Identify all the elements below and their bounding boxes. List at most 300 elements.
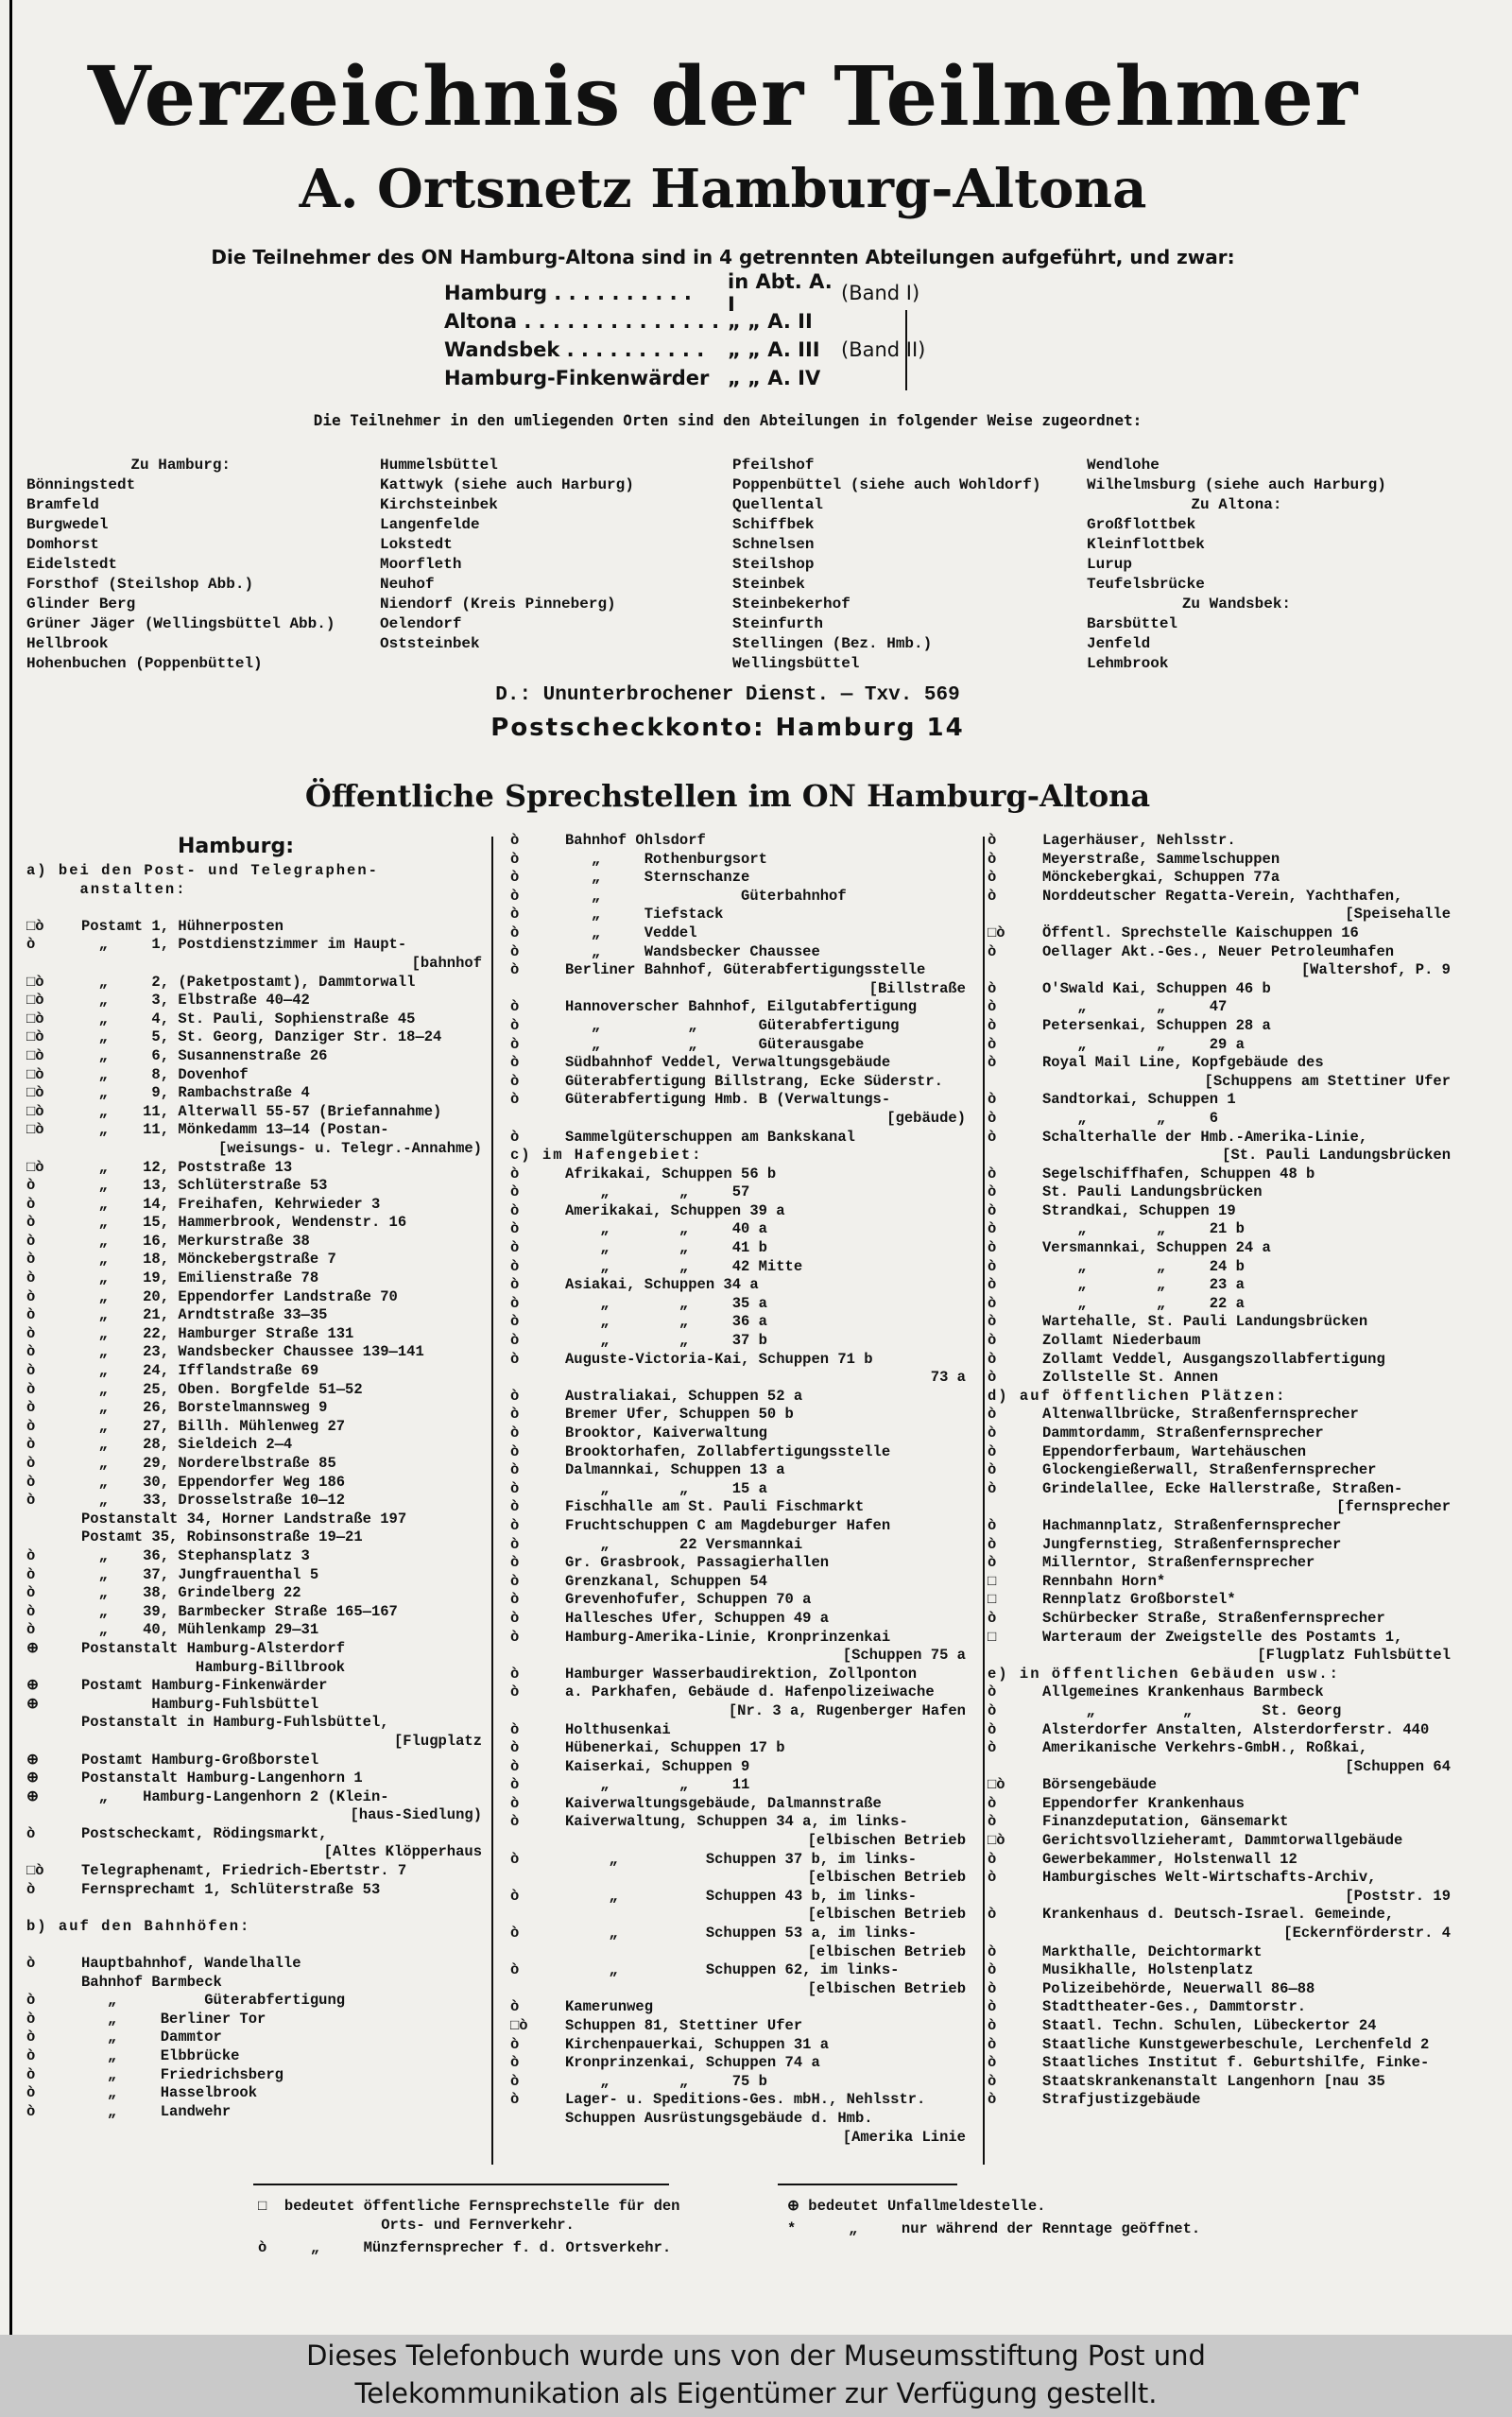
entry-text: Grenzkanal, Schuppen 54: [565, 1572, 767, 1590]
entry-text: Berliner Bahnhof, Güterabfertigungsstelle: [565, 961, 926, 979]
entry-text: „ Schuppen 43 b, im links-: [565, 1887, 918, 1905]
entry-text: „ Veddel: [565, 924, 697, 941]
phone-symbol-icon: ò: [510, 1239, 520, 1257]
place-name: Pfeilshof: [732, 457, 815, 474]
listing-entry: [510, 1129, 966, 1148]
entry-text: Dammtordamm, Straßenfernsprecher: [1042, 1424, 1324, 1442]
listing-entry: [988, 1813, 1451, 1832]
entry-text: a. Parkhafen, Gebäude d. Hafenpolizeiwache: [565, 1683, 935, 1701]
phone-symbol-icon: ò: [510, 1609, 520, 1627]
entry-continuation: [988, 1647, 1451, 1666]
place-name: Hellbrook: [26, 635, 109, 652]
entry-text: Postamt 35, Robinsonstraße 19—21: [81, 1528, 363, 1546]
entry-continuation: [510, 1369, 966, 1388]
entry-text: [elbischen Betrieb: [807, 1942, 966, 1960]
entry-continuation: [510, 2129, 966, 2148]
entry-text: Finanzdeputation, Gänsemarkt: [1042, 1813, 1289, 1831]
phone-symbol-icon: ò: [26, 2029, 36, 2046]
entry-text: Kaiverwaltung, Schuppen 34 a, im links-: [565, 1813, 908, 1831]
listing-entry: [26, 1381, 482, 1400]
place-name: Teufelsbrücke: [1087, 576, 1205, 593]
network-row: [444, 364, 1049, 392]
listing-entry: [510, 1183, 966, 1202]
entry-text: [Schuppens am Stettiner Ufer: [1204, 1072, 1451, 1090]
places-column-1: [26, 456, 335, 674]
listing-entry: [26, 1214, 482, 1233]
listing-entry: [26, 974, 482, 993]
phone-symbol-icon: ò: [510, 1720, 520, 1738]
listing-entry: [988, 1776, 1451, 1795]
phone-symbol-icon: ò: [988, 2072, 997, 2090]
listing-entry: [510, 1388, 966, 1407]
phone-symbol-icon: ò: [988, 1294, 997, 1312]
entry-text: 73 a: [930, 1369, 966, 1387]
entry-text: Versmannkai, Schuppen 24 a: [1042, 1239, 1271, 1257]
listing-entry: [988, 1461, 1451, 1480]
phone-symbol-icon: □ò: [26, 1028, 44, 1046]
listing-entry: [988, 1110, 1451, 1129]
entry-text: Postscheckamt, Rödingsmarkt,: [81, 1824, 328, 1842]
entry-text: „ 37, Jungfrauenthal 5: [81, 1565, 319, 1583]
listing-entry: [26, 1825, 482, 1844]
entry-text: Hamburg-Billbrook: [81, 1658, 346, 1676]
phone-symbol-icon: ò: [988, 1906, 997, 1924]
phone-symbol-icon: □ò: [26, 1862, 44, 1880]
listing-entry: [26, 899, 482, 918]
phone-symbol-icon: ò: [988, 1479, 997, 1497]
entry-text: Güterabfertigung Hmb. B (Verwaltungs-: [565, 1091, 891, 1109]
listing-entry: [26, 1584, 482, 1603]
phone-symbol-icon: ò: [988, 869, 997, 887]
phone-symbol-icon: ò: [26, 1214, 36, 1232]
listing-entry: [510, 1461, 966, 1480]
entry-text: „ 30, Eppendorfer Weg 186: [81, 1473, 346, 1491]
phone-symbol-icon: ò: [988, 1239, 997, 1257]
service-line: D.: Ununterbrochener Dienst. — Txv. 569: [495, 684, 960, 706]
legend-race-line: * „ nur während der Renntage geöffnet.: [787, 2220, 1201, 2237]
listing-entry: [26, 1399, 482, 1418]
listing-entry: [988, 1295, 1451, 1314]
listing-entry: [26, 1696, 482, 1715]
phone-symbol-icon: ò: [26, 1455, 36, 1472]
listing-entry: [26, 1511, 482, 1529]
phone-symbol-icon: ò: [988, 942, 997, 960]
phone-symbol-icon: ò: [988, 1332, 997, 1350]
entry-text: Fruchtschuppen C am Magdeburger Hafen: [565, 1516, 891, 1534]
phone-symbol-icon: ò: [510, 1387, 520, 1405]
postscheck-line: Postscheckkonto: Hamburg 14: [490, 714, 965, 742]
phone-symbol-icon: ò: [26, 1343, 36, 1361]
entry-text: Gewerbekammer, Holstenwall 12: [1042, 1850, 1297, 1868]
entry-text: [elbischen Betrieb: [807, 1979, 966, 1997]
entry-text: Afrikakai, Schuppen 56 b: [565, 1165, 777, 1183]
entry-text: „ 27, Billh. Mühlenweg 27: [81, 1417, 346, 1435]
entry-text: Gr. Grasbrook, Passagierhallen: [565, 1554, 830, 1572]
phone-symbol-icon: ò: [510, 887, 520, 905]
phone-symbol-icon: ò: [510, 1220, 520, 1238]
entry-text: „ Landwehr: [81, 2102, 232, 2120]
phone-symbol-icon: ⊕: [26, 1787, 39, 1805]
network-row: [444, 336, 1049, 364]
listing-entry: [510, 961, 966, 980]
phone-symbol-icon: ò: [988, 2091, 997, 2109]
phone-symbol-icon: ò: [988, 1979, 997, 1997]
phone-symbol-icon: ò: [988, 1406, 997, 1424]
entry-text: „ 20, Eppendorfer Landstraße 70: [81, 1287, 398, 1305]
listing-entry: [510, 1739, 966, 1758]
entry-continuation: [988, 1073, 1451, 1092]
phone-symbol-icon: ò: [26, 1955, 36, 1973]
phone-symbol-icon: ò: [510, 850, 520, 868]
phone-symbol-icon: ⊕: [26, 1677, 39, 1695]
entry-text: „ 15, Hammerbrook, Wendenstr. 16: [81, 1214, 407, 1232]
network-name: Wandsbek . . . . . . . . . .: [444, 338, 705, 361]
phone-symbol-icon: □ò: [26, 1158, 44, 1176]
entry-text: „ „ 24 b: [1042, 1257, 1245, 1275]
phone-symbol-icon: ò: [510, 1257, 520, 1275]
entry-text: d) auf öffentlichen Plätzen:: [988, 1387, 1287, 1405]
listing-entry: [988, 1443, 1451, 1462]
phone-symbol-icon: ò: [26, 1287, 36, 1305]
entry-text: Hauptbahnhof, Wandelhalle: [81, 1955, 301, 1973]
listing-entry: [26, 1640, 482, 1659]
listing-entry: [510, 1351, 966, 1370]
entry-text: Segelschiffhafen, Schuppen 48 b: [1042, 1165, 1315, 1183]
listing-entry: [510, 1776, 966, 1795]
entry-text: Oellager Akt.-Ges., Neuer Petroleumhafen: [1042, 942, 1395, 960]
phone-symbol-icon: ò: [988, 1128, 997, 1146]
listing-entry: [988, 1739, 1451, 1758]
listing-entry: [26, 2011, 482, 2029]
phone-symbol-icon: ò: [510, 1128, 520, 1146]
place-name: Großflottbek: [1087, 516, 1196, 533]
entry-text: Hamburgisches Welt-Wirtschafts-Archiv,: [1042, 1869, 1377, 1887]
listing-entry: [26, 1196, 482, 1215]
entry-text: [Flugplatz Fuhlsbüttel: [1257, 1647, 1451, 1665]
phone-symbol-icon: ò: [510, 961, 520, 979]
footer-credit: [0, 2335, 1512, 2417]
place-name: Quellental: [732, 496, 824, 513]
entry-text: „ 3, Elbstraße 40—42: [81, 992, 310, 1010]
entry-continuation: [26, 1806, 482, 1825]
phone-symbol-icon: ò: [510, 1850, 520, 1868]
listing-entry: [988, 1573, 1451, 1592]
listing-entry: [988, 1036, 1451, 1055]
listing-column-3: [988, 832, 1451, 2110]
entry-text: Postanstalt Hamburg-Alsterdorf: [81, 1639, 346, 1657]
entry-text: Schürbecker Straße, Straßenfernsprecher: [1042, 1609, 1385, 1627]
entry-text: Sammelgüterschuppen am Bankskanal: [565, 1128, 855, 1146]
entry-text: „ 19, Emilienstraße 78: [81, 1269, 319, 1287]
entry-text: St. Pauli Landungsbrücken: [1042, 1183, 1263, 1201]
entry-text: Allgemeines Krankenhaus Barmbeck: [1042, 1683, 1324, 1701]
category-heading: [26, 862, 482, 881]
listing-entry: [510, 1443, 966, 1462]
listing-entry: [988, 1610, 1451, 1629]
listing-entry: [988, 1480, 1451, 1499]
entry-text: [fernsprecher: [1336, 1498, 1451, 1516]
phone-symbol-icon: ò: [26, 1436, 36, 1454]
entry-text: Musikhalle, Holstenplatz: [1042, 1961, 1254, 1979]
phone-symbol-icon: ò: [988, 2054, 997, 2072]
listing-entry: [510, 1554, 966, 1573]
entry-text: „ 21, Arndtstraße 33—35: [81, 1306, 328, 1324]
listing-entry: [26, 1492, 482, 1511]
listing-entry: [988, 851, 1451, 870]
phone-symbol-icon: □ò: [26, 1084, 44, 1102]
phone-symbol-icon: ò: [26, 1251, 36, 1269]
network-division: „ „ A. II: [728, 310, 813, 333]
listing-entry: [988, 1702, 1451, 1721]
place-name: Domhorst: [26, 536, 99, 553]
assignment-intro: Die Teilnehmer in den umliegenden Orten sind den Abteilungen in folgender Weise zugeordnet:: [313, 411, 1143, 429]
place-name: Grüner Jäger (Wellingsbüttel Abb.): [26, 615, 335, 632]
listing-entry: [988, 832, 1451, 851]
place-name: Stellingen (Bez. Hmb.): [732, 635, 933, 652]
listing-entry: [510, 1813, 966, 1832]
phone-symbol-icon: ⊕: [26, 1639, 39, 1657]
entry-continuation: [510, 1906, 966, 1925]
phone-symbol-icon: ò: [26, 1546, 36, 1564]
phone-symbol-icon: ò: [26, 1232, 36, 1250]
phone-symbol-icon: ò: [988, 1683, 997, 1701]
entry-text: „ Schuppen 53 a, im links-: [565, 1925, 918, 1942]
listing-entry: [510, 1961, 966, 1980]
entry-text: [elbischen Betrieb: [807, 1906, 966, 1924]
phone-symbol-icon: ò: [510, 2072, 520, 2090]
legend-rule: [253, 2184, 669, 2185]
phone-symbol-icon: ò: [510, 1813, 520, 1831]
phone-symbol-icon: ò: [988, 1813, 997, 1831]
listing-entry: [510, 1202, 966, 1221]
entry-text: „ 8, Dovenhof: [81, 1065, 249, 1083]
entry-continuation: [26, 955, 482, 974]
brace-bracket: [905, 310, 907, 390]
place-name: Moorfleth: [380, 556, 462, 573]
entry-text: Hannoverscher Bahnhof, Eilgutabfertigung: [565, 998, 918, 1016]
entry-text: Warteraum der Zweigstelle des Postamts 1,: [1042, 1628, 1403, 1646]
entry-text: Alsterdorfer Anstalten, Alsterdorferstr. 440: [1042, 1720, 1430, 1738]
place-name: Glinder Berg: [26, 596, 136, 613]
place-name: Steinbek: [732, 576, 805, 593]
listing-entry: [26, 1714, 482, 1733]
entry-text: Börsengebäude: [1042, 1776, 1157, 1794]
phone-symbol-icon: ò: [26, 2065, 36, 2083]
place-name: Neuhof: [380, 576, 435, 593]
listing-entry: [510, 1610, 966, 1629]
entry-text: „ 26, Borstelmannsweg 9: [81, 1399, 328, 1417]
phone-symbol-icon: □ò: [26, 992, 44, 1010]
entry-text: „ „ 6: [1042, 1109, 1219, 1127]
phone-symbol-icon: ò: [510, 1572, 520, 1590]
listing-entry: [510, 1591, 966, 1610]
phone-symbol-icon: ò: [510, 1350, 520, 1368]
entry-text: Bahnhof Barmbeck: [81, 1973, 222, 1991]
entry-text: Rennbahn Horn*: [1042, 1572, 1166, 1590]
phone-symbol-icon: ò: [988, 1257, 997, 1275]
place-name: Forsthof (Steilshop Abb.): [26, 576, 254, 593]
phone-symbol-icon: ò: [510, 924, 520, 941]
listing-entry: [510, 1220, 966, 1239]
listing-entry: [510, 1073, 966, 1092]
entry-text: „ Tiefstack: [565, 906, 724, 924]
phone-symbol-icon: ò: [26, 1177, 36, 1195]
entry-continuation: [26, 1843, 482, 1862]
listing-entry: [26, 1121, 482, 1140]
entry-text: Hachmannplatz, Straßenfernsprecher: [1042, 1516, 1342, 1534]
phone-symbol-icon: ò: [26, 1565, 36, 1583]
entry-text: Zollamt Veddel, Ausgangszollabfertigung: [1042, 1350, 1385, 1368]
entry-text: „ 11, Alterwall 55-57 (Briefannahme): [81, 1102, 442, 1120]
listing-entry: [26, 2029, 482, 2047]
entry-text: „ Berliner Tor: [81, 2010, 266, 2028]
section-title: Öffentliche Sprechstellen im ON Hamburg-Altona: [304, 778, 1151, 814]
listing-entry: [988, 924, 1451, 943]
listing-entry: [510, 888, 966, 906]
listing-entry: [988, 1129, 1451, 1148]
listing-entry: [510, 924, 966, 943]
listing-entry: [510, 998, 966, 1017]
phone-symbol-icon: ò: [510, 1313, 520, 1331]
place-name: Hohenbuchen (Poppenbüttel): [26, 655, 263, 672]
network-list: [444, 270, 1049, 392]
listing-entry: [510, 1925, 966, 1943]
entry-text: Millerntor, Straßenfernsprecher: [1042, 1554, 1315, 1572]
phone-symbol-icon: ò: [988, 998, 997, 1016]
entry-continuation: [988, 1147, 1451, 1165]
listing-entry: [988, 980, 1451, 999]
listing-entry: [26, 2047, 482, 2066]
entry-text: „ 36, Stephansplatz 3: [81, 1546, 310, 1564]
entry-text: „ Wandsbecker Chaussee: [565, 942, 820, 960]
entry-text: Grevenhofufer, Schuppen 70 a: [565, 1591, 812, 1609]
phone-symbol-icon: ò: [988, 2035, 997, 2053]
listing-entry: [26, 1547, 482, 1566]
network-division: „ „ A. IV: [728, 367, 821, 389]
page-border: [9, 0, 12, 2335]
entry-text: Stadttheater-Ges., Dammtorstr.: [1042, 1998, 1307, 2016]
entry-text: [Billstraße: [868, 979, 966, 997]
phone-symbol-icon: ⊕: [26, 1770, 39, 1787]
entry-continuation: [26, 1733, 482, 1752]
phone-symbol-icon: ò: [988, 979, 997, 997]
entry-text: „ „ 37 b: [565, 1332, 767, 1350]
entry-text: [Flugplatz: [393, 1732, 482, 1750]
entry-continuation: [988, 1888, 1451, 1907]
place-name: Lehmbrook: [1087, 655, 1169, 672]
phone-symbol-icon: ò: [988, 1942, 997, 1960]
phone-symbol-icon: ò: [510, 906, 520, 924]
listing-entry: [26, 1325, 482, 1344]
phone-symbol-icon: □ò: [26, 1046, 44, 1064]
phone-symbol-icon: ò: [510, 1794, 520, 1812]
phone-symbol-icon: ò: [510, 1035, 520, 1053]
listing-entry: [26, 1862, 482, 1881]
entry-text: Holthusenkai: [565, 1720, 671, 1738]
phone-symbol-icon: ò: [988, 1035, 997, 1053]
footer-line-1: Dieses Telefonbuch wurde uns von der Museumsstiftung Post und: [306, 2339, 1206, 2372]
entry-text: Kronprinzenkai, Schuppen 74 a: [565, 2054, 820, 2072]
phone-symbol-icon: ò: [510, 1535, 520, 1553]
phone-symbol-icon: □: [988, 1591, 997, 1609]
phone-symbol-icon: ⊕: [26, 1751, 39, 1769]
phone-symbol-icon: ò: [26, 1324, 36, 1342]
entry-text: „ Güterbahnhof: [565, 887, 847, 905]
phone-symbol-icon: ò: [988, 1276, 997, 1294]
entry-text: Asiakai, Schuppen 34 a: [565, 1276, 759, 1294]
entry-text: Altenwallbrücke, Straßenfernsprecher: [1042, 1406, 1359, 1424]
listing-entry: [26, 1362, 482, 1381]
entry-text: Mönckebergkai, Schuppen 77a: [1042, 869, 1280, 887]
place-name: Poppenbüttel (siehe auch Wohldorf): [732, 476, 1041, 493]
entry-text: Schuppen Ausrüstungsgebäude d. Hmb.: [565, 2109, 873, 2127]
listing-entry: [26, 936, 482, 955]
phone-symbol-icon: ò: [510, 1054, 520, 1072]
phone-symbol-icon: □ò: [26, 1065, 44, 1083]
entry-text: Polizeibehörde, Neuerwall 86—88: [1042, 1979, 1315, 1997]
entry-text: „ „ 41 b: [565, 1239, 767, 1257]
entry-text: „ 33, Drosselstraße 10—12: [81, 1492, 346, 1510]
phone-symbol-icon: ò: [988, 1350, 997, 1368]
phone-symbol-icon: □ò: [988, 1776, 1005, 1794]
entry-text: „ 11, Mönkedamm 13—14 (Postan-: [81, 1121, 389, 1139]
entry-text: „ „ 29 a: [1042, 1035, 1245, 1053]
phone-symbol-icon: ò: [26, 2047, 36, 2064]
listing-entry: [510, 1629, 966, 1648]
place-name: Wendlohe: [1087, 457, 1160, 474]
legend: [253, 2184, 1246, 2288]
listing-entry: [26, 1955, 482, 1974]
entry-text: Strafjustizgebäude: [1042, 2091, 1201, 2109]
entry-text: Zollamt Niederbaum: [1042, 1332, 1201, 1350]
listing-entry: [988, 998, 1451, 1017]
entry-continuation: [988, 961, 1451, 980]
listing-entry: [988, 1332, 1451, 1351]
entry-text: Staatliche Kunstgewerbeschule, Lerchenfeld 2: [1042, 2035, 1430, 2053]
category-heading: [510, 1147, 966, 1165]
phone-symbol-icon: ò: [510, 1887, 520, 1905]
column-divider: [983, 837, 985, 2165]
entry-text: Hamburg-Fuhlsbüttel: [81, 1695, 319, 1713]
phone-symbol-icon: ò: [510, 1332, 520, 1350]
phone-symbol-icon: ò: [510, 1442, 520, 1460]
phone-symbol-icon: □ò: [26, 917, 44, 935]
entry-text: Kaiverwaltungsgebäude, Dalmannstraße: [565, 1794, 882, 1812]
phone-symbol-icon: ò: [988, 1109, 997, 1127]
phone-symbol-icon: ò: [510, 1739, 520, 1757]
listing-entry: [988, 1721, 1451, 1740]
phone-symbol-icon: □: [988, 1572, 997, 1590]
listing-entry: [26, 1306, 482, 1325]
phone-symbol-icon: ò: [988, 1869, 997, 1887]
listing-entry: [510, 1998, 966, 2017]
network-division: „ „ A. III: [728, 338, 820, 361]
listing-entry: [510, 1480, 966, 1499]
entry-text: „ 14, Freihafen, Kehrwieder 3: [81, 1195, 381, 1213]
entry-text: Eppendorferbaum, Wartehäuschen: [1042, 1442, 1307, 1460]
listing-entry: [26, 1788, 482, 1807]
phone-symbol-icon: ò: [510, 869, 520, 887]
entry-continuation: [26, 1140, 482, 1159]
entry-text: Amerikanische Verkehrs-GmbH., Roßkai,: [1042, 1739, 1368, 1757]
listing-entry: [26, 1251, 482, 1269]
entry-text: Bahnhof Ohlsdorf: [565, 832, 706, 849]
network-volume: (Band I): [841, 282, 920, 304]
phone-symbol-icon: ò: [988, 1998, 997, 2016]
entry-text: Postamt Hamburg-Finkenwärder: [81, 1677, 328, 1695]
listing-entry: [510, 2073, 966, 2092]
phone-symbol-icon: ò: [988, 1739, 997, 1757]
